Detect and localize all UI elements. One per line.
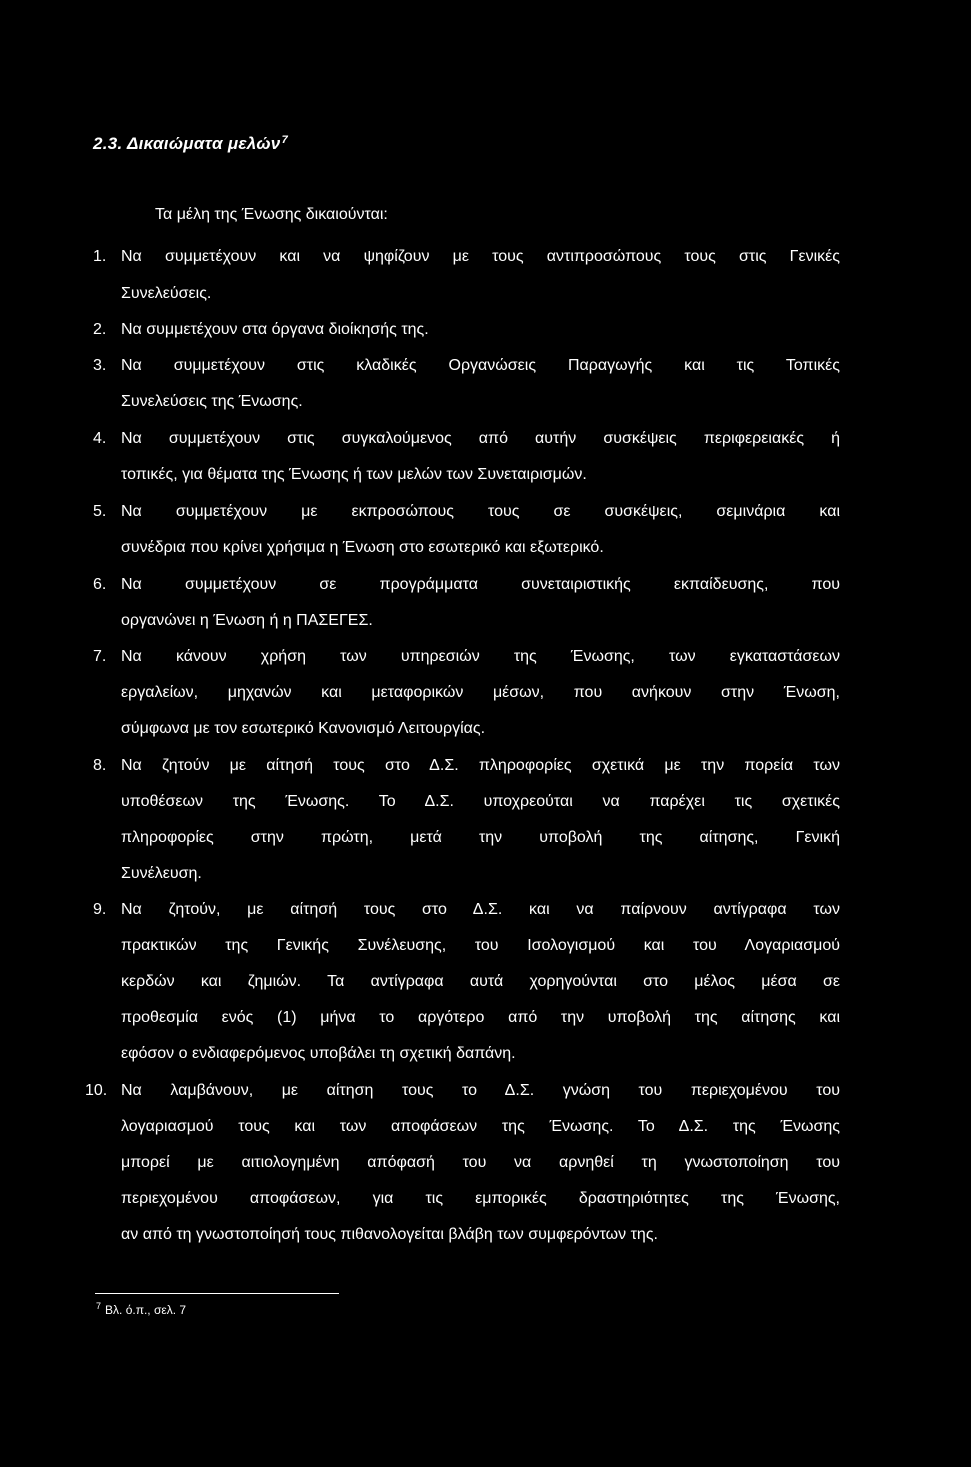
list-item-line: Να συμμετέχουν και να ψηφίζουν με τους αντιπροσώπους τους στις Γενικές	[121, 248, 840, 265]
footnote-separator	[95, 1293, 339, 1294]
section-heading-text: 2.3. Δικαιώματα μελών	[93, 134, 281, 153]
list-item-line: υποθέσεων της Ένωσης. Το Δ.Σ. υποχρεούται να παρέχει τις σχετικές	[121, 793, 840, 810]
list-item-line: αν από τη γνωστοποίησή τους πιθανολογείται βλάβη των συμφερόντων της.	[121, 1226, 658, 1243]
list-item-line: πρακτικών της Γενικής Συνέλευσης, του Ισολογισμού και του Λογαριασμού	[121, 937, 840, 954]
list-item-line: εργαλείων, μηχανών και μεταφορικών μέσων, που ανήκουν στην Ένωση,	[121, 684, 840, 701]
list-item-number: 1.	[93, 248, 107, 265]
footnote-text: Βλ. ό.π., σελ. 7	[105, 1303, 187, 1317]
list-item-line: πληροφορίες στην πρώτη, μετά την υποβολή της αίτησης, Γενική	[121, 829, 840, 846]
list-item-line: Να ζητούν, με αίτησή τους στο Δ.Σ. και να παίρνουν αντίγραφα των	[121, 901, 840, 918]
list-item-line: Να συμμετέχουν σε προγράμματα συνεταιριστικής εκπαίδευσης, που	[121, 576, 840, 593]
list-item-line: Συνέλευση.	[121, 865, 202, 882]
footnote	[96, 1301, 186, 1317]
list-item-number: 3.	[93, 357, 107, 374]
list-item-line: Συνελεύσεις της Ένωσης.	[121, 393, 303, 410]
list-item-number: 7.	[93, 648, 107, 665]
list-item-line: Να συμμετέχουν στις κλαδικές Οργανώσεις Παραγωγής και τις Τοπικές	[121, 357, 840, 374]
list-item-line: εφόσον ο ενδιαφερόμενος υποβάλει τη σχετική δαπάνη.	[121, 1045, 516, 1062]
list-item-line: Να συμμετέχουν με εκπροσώπους τους σε συσκέψεις, σεμινάρια και	[121, 503, 840, 520]
heading-footnote-mark: 7	[281, 134, 288, 146]
list-item-number: 5.	[93, 503, 107, 520]
list-item-line: Να κάνουν χρήση των υπηρεσιών της Ένωσης, των εγκαταστάσεων	[121, 648, 840, 665]
list-item-line: κερδών και ζημιών. Τα αντίγραφα αυτά χορηγούνται στο μέλος μέσα σε	[121, 973, 840, 990]
list-item-line: περιεχομένου αποφάσεων, για τις εμπορικές δραστηριότητες της Ένωσης,	[121, 1190, 840, 1207]
list-item-line: Να λαμβάνουν, με αίτηση τους το Δ.Σ. γνώση του περιεχομένου του	[121, 1082, 840, 1099]
list-item-line: Να ζητούν με αίτησή τους στο Δ.Σ. πληροφορίες σχετικά με την πορεία των	[121, 757, 840, 774]
list-item-line: σύμφωνα με τον εσωτερικό Κανονισμό Λειτουργίας.	[121, 720, 486, 737]
list-item-line: προθεσμία ενός (1) μήνα το αργότερο από την υποβολή της αίτησης και	[121, 1009, 840, 1026]
list-item-line: μπορεί με αιτιολογημένη απόφασή του να αρνηθεί τη γνωστοποίηση του	[121, 1154, 840, 1171]
list-item-number: 8.	[93, 757, 107, 774]
list-item-line: Να συμμετέχουν στις συγκαλούμενος από αυτήν συσκέψεις περιφερειακές ή	[121, 430, 840, 447]
list-item-line: Να συμμετέχουν στα όργανα διοίκησής της.	[121, 321, 429, 338]
intro-paragraph: Τα μέλη της Ένωσης δικαιούνται:	[155, 206, 388, 223]
section-heading	[93, 134, 288, 154]
list-item-line: συνέδρια που κρίνει χρήσιμα η Ένωση στο εσωτερικό και εξωτερικό.	[121, 539, 604, 556]
list-item-number: 2.	[93, 321, 107, 338]
list-item-number: 6.	[93, 576, 107, 593]
list-item-line: λογαριασμού τους και των αποφάσεων της Ένωσης. Το Δ.Σ. της Ένωσης	[121, 1118, 840, 1135]
list-item-line: τοπικές, για θέματα της Ένωσης ή των μελών των Συνεταιρισμών.	[121, 466, 587, 483]
list-item-number: 4.	[93, 430, 107, 447]
footnote-mark: 7	[96, 1301, 102, 1311]
list-item-number: 10.	[85, 1082, 108, 1099]
list-item-number: 9.	[93, 901, 107, 918]
list-item-line: οργανώνει η Ένωση ή η ΠΑΣΕΓΕΣ.	[121, 612, 373, 629]
list-item-line: Συνελεύσεις.	[121, 285, 212, 302]
